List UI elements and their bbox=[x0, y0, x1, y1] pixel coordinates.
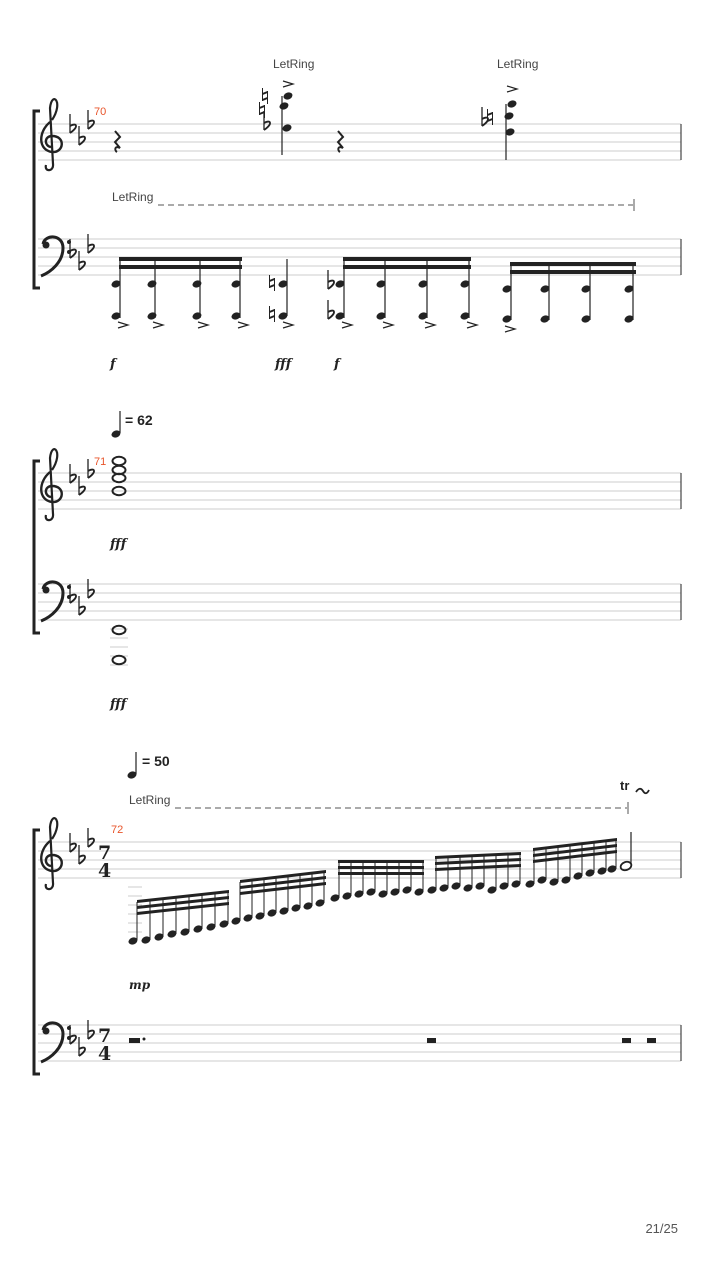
quarter-chord bbox=[270, 259, 294, 328]
measure-number: 71 bbox=[94, 456, 107, 468]
sixteenth-group bbox=[328, 257, 477, 328]
treble-staff bbox=[38, 473, 681, 509]
dynamic-marking: f bbox=[334, 357, 340, 372]
key-signature bbox=[70, 459, 94, 495]
run-group-3 bbox=[330, 860, 425, 903]
time-signature bbox=[98, 842, 111, 882]
dotted-half-rest bbox=[129, 1038, 140, 1043]
dynamic-marking: mp bbox=[129, 978, 151, 992]
bass-clef-icon bbox=[41, 1023, 71, 1062]
dynamic-marking: fff bbox=[275, 357, 292, 372]
whole-chord bbox=[110, 626, 128, 665]
half-note bbox=[619, 832, 632, 872]
chord bbox=[260, 81, 294, 155]
sixteenth-group bbox=[502, 262, 636, 332]
half-rest bbox=[427, 1038, 436, 1043]
treble-clef-icon bbox=[41, 99, 62, 170]
page-number: 21/25 bbox=[645, 1221, 678, 1236]
svg-text:7: 7 bbox=[98, 1025, 112, 1047]
time-signature bbox=[98, 1025, 111, 1065]
system-2 bbox=[34, 411, 681, 712]
system-brace bbox=[34, 111, 40, 288]
svg-text:4: 4 bbox=[98, 1043, 112, 1065]
bass-clef-icon bbox=[41, 237, 71, 276]
trill-marking bbox=[620, 778, 649, 793]
dynamic-marking: fff bbox=[110, 697, 127, 712]
svg-text:7: 7 bbox=[98, 842, 112, 864]
letring-label: LetRing bbox=[273, 57, 315, 71]
svg-text:= 50: = 50 bbox=[142, 753, 170, 769]
run-group-5 bbox=[525, 838, 618, 889]
svg-text:tr: tr bbox=[620, 778, 630, 793]
system-brace bbox=[34, 830, 40, 1074]
run-group-4 bbox=[427, 852, 522, 895]
letring-label: LetRing bbox=[112, 190, 154, 204]
system-3 bbox=[34, 752, 681, 1074]
system-brace bbox=[34, 461, 40, 633]
run-group-1 bbox=[128, 890, 230, 946]
key-signature bbox=[70, 110, 94, 145]
svg-text:4: 4 bbox=[98, 860, 112, 882]
bass-staff bbox=[38, 584, 681, 620]
whole-chord bbox=[113, 457, 126, 495]
sixteenth-group bbox=[111, 257, 248, 328]
system-1 bbox=[34, 57, 681, 372]
key-signature bbox=[70, 828, 94, 864]
bass-clef-icon bbox=[41, 582, 71, 621]
treble-staff bbox=[38, 124, 681, 160]
ledger-lines bbox=[128, 887, 142, 932]
measure-number: 72 bbox=[111, 824, 124, 836]
tempo-marking bbox=[127, 752, 170, 780]
tempo-marking bbox=[111, 411, 153, 439]
rests bbox=[129, 1038, 656, 1044]
measure-number: 70 bbox=[94, 106, 107, 118]
half-rest bbox=[647, 1038, 656, 1043]
chord bbox=[482, 86, 517, 160]
letring-label: LetRing bbox=[129, 793, 171, 807]
half-rest bbox=[622, 1038, 631, 1043]
dynamic-marking: f bbox=[110, 357, 116, 372]
letring-label: LetRing bbox=[497, 57, 539, 71]
svg-text:= 62: = 62 bbox=[125, 412, 153, 428]
dynamic-marking: fff bbox=[110, 537, 127, 552]
